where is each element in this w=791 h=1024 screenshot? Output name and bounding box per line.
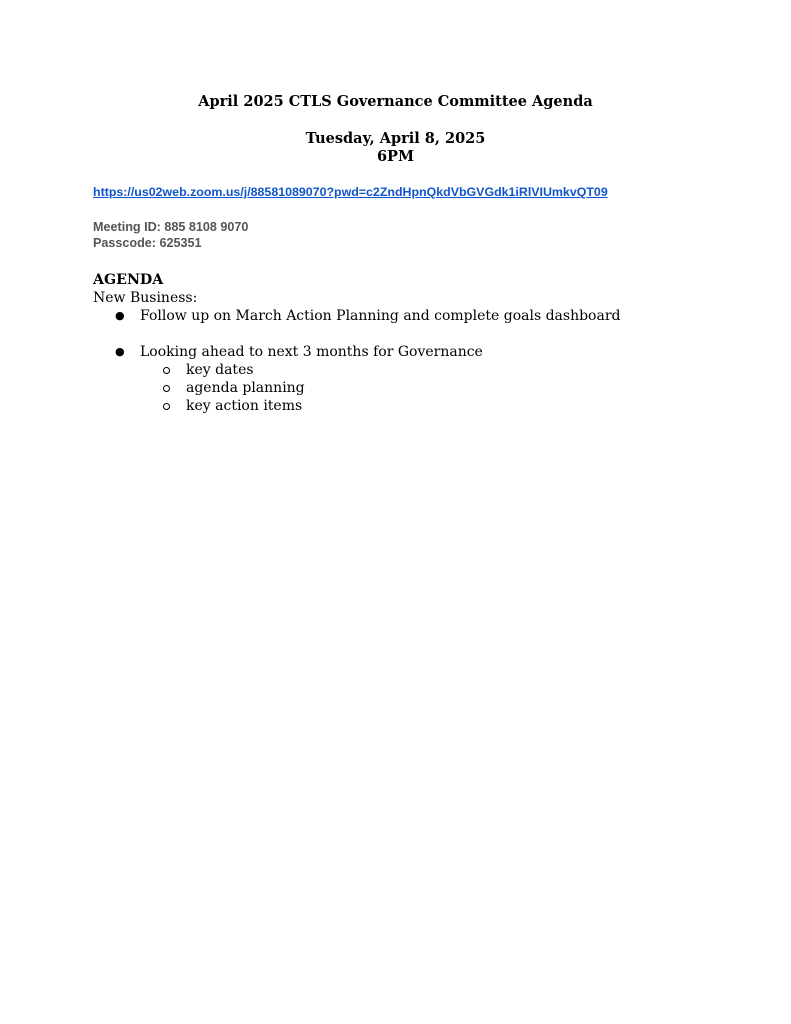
list-item: Follow up on March Action Planning and complete goals dashboard [140, 308, 621, 324]
section-label: New Business: [93, 290, 198, 306]
meeting-date: Tuesday, April 8, 2025 [305, 130, 486, 147]
sub-list-item: key action items [186, 398, 303, 414]
meeting-id: Meeting ID: 885 8108 9070 [93, 220, 249, 234]
bullet-icon: ● [115, 309, 125, 322]
circle-bullet-icon [163, 403, 170, 410]
circle-bullet-icon [163, 385, 170, 392]
sub-list-item: agenda planning [186, 380, 305, 396]
circle-bullet-icon [163, 367, 170, 374]
agenda-title: April 2025 CTLS Governance Committee Agenda [198, 93, 593, 110]
sub-list-item: key dates [186, 362, 254, 378]
agenda-heading: AGENDA [93, 272, 164, 288]
meeting-passcode: Passcode: 625351 [93, 236, 202, 250]
list-item: Looking ahead to next 3 months for Governance [140, 344, 483, 360]
bullet-icon: ● [115, 345, 125, 358]
meeting-time: 6PM [376, 148, 415, 165]
zoom-link[interactable]: https://us02web.zoom.us/j/88581089070?pwd=c2ZndHpnQkdVbGVGdk1iRlVIUmkvQT09 [93, 185, 608, 199]
